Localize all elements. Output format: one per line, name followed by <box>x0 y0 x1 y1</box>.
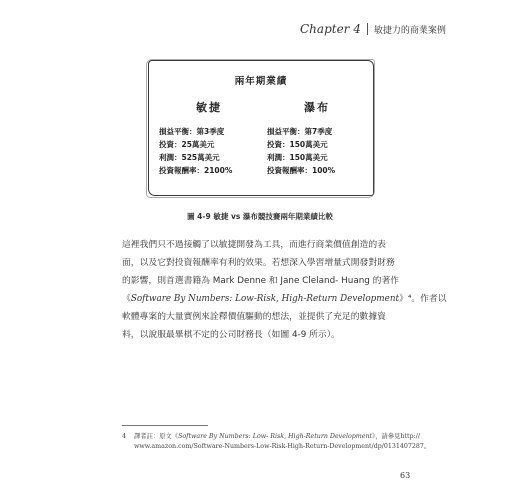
body-line: 料，以說服最畢棋不定的公司財務長（如圖 4-9 所示）。 <box>122 330 340 340</box>
figure-caption: 圖 4-9 敏捷 vs 瀑布競技賽兩年期業績比較 <box>187 212 333 221</box>
body-paragraph <box>122 236 447 344</box>
book-title: Software By Numbers: Low-Risk, High-Return Development <box>130 294 400 304</box>
agile-heading: 敏捷 <box>196 101 222 114</box>
waterfall-heading: 瀑布 <box>304 101 330 114</box>
footnote-number: 4 <box>122 433 127 440</box>
waterfall-column <box>267 99 367 177</box>
agile-roi: 投資報酬率：2100% <box>159 166 233 175</box>
waterfall-breakeven: 損益平衡：第7季度 <box>267 127 333 136</box>
running-header <box>300 22 500 36</box>
waterfall-investment: 投資：150萬美元 <box>267 140 328 149</box>
body-line <box>122 290 447 308</box>
page-number: 63 <box>400 471 411 480</box>
body-line: 面，以及它對投資報酬率有利的效果。若想深入學習增量式開發對財務 <box>122 258 395 268</box>
footnote-url: www.amazon.com/Software-Numbers-Low-Risk-High-Return-Development/dp/0131407287。 <box>134 443 431 450</box>
body-line: 這裡我們只不過接觸了以敏捷開發為工具，而進行商業價值創造的表 <box>122 240 386 250</box>
chapter-label: Chapter 4 <box>300 22 361 36</box>
waterfall-profit: 利潤：150萬美元 <box>267 153 328 162</box>
figure-4-9-box <box>148 60 374 196</box>
header-divider <box>367 23 368 35</box>
footnote <box>122 432 431 452</box>
agile-profit: 利潤：525萬美元 <box>159 153 220 162</box>
agile-investment: 投資：25萬美元 <box>159 140 215 149</box>
chapter-title: 敏捷力的商業案例 <box>373 25 446 36</box>
agile-column <box>159 99 259 177</box>
figure-title: 兩年期業績 <box>234 76 288 87</box>
body-line: 軟體專案的大量實例來詮釋價值驅動的想法，並提供了充足的數據資 <box>122 312 386 322</box>
footnote-divider <box>122 425 208 426</box>
footnote-line <box>122 432 420 442</box>
waterfall-roi: 投資報酬率：100% <box>267 166 336 175</box>
body-line: 的影響，則首選書籍為 Mark Denne 和 Jane Cleland- Huang 的著作 <box>122 276 400 286</box>
footnote-prefix: 譯者註：原文《 <box>134 433 179 440</box>
footnote-book-title: Software By Numbers: Low- Risk, High-Return Development <box>178 433 373 440</box>
book-title-open: 《 <box>122 294 131 304</box>
book-title-close: 》⁴。作者以 <box>399 294 447 304</box>
agile-breakeven: 損益平衡：第3季度 <box>159 127 225 136</box>
footnote-suffix: 》，請參見http:// <box>372 433 420 440</box>
